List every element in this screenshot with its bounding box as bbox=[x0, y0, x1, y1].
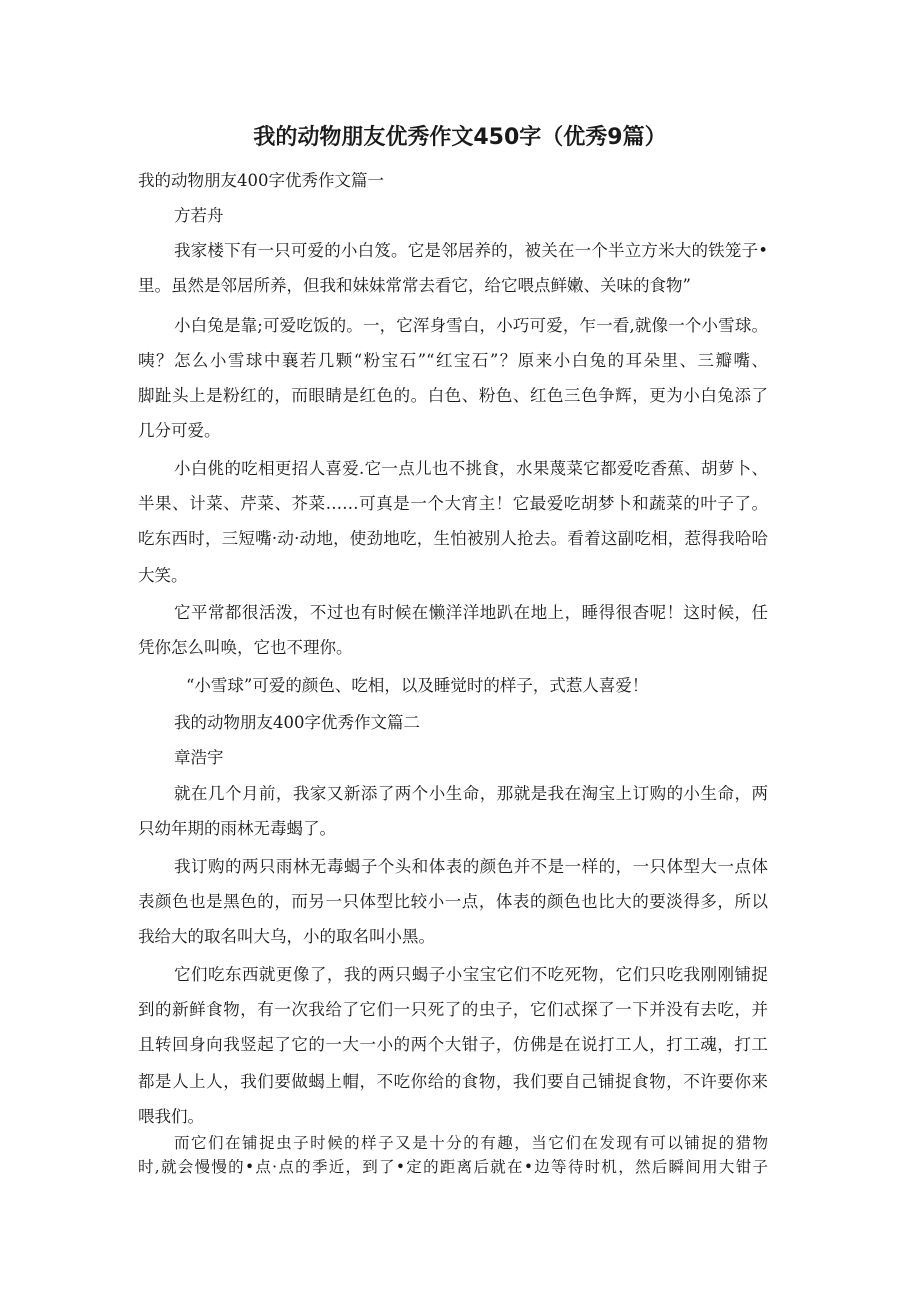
section-heading-1: 我的动物朋友400字优秀作文篇一 bbox=[138, 171, 384, 190]
paragraph-line: 时,就会慢慢的•点·点的季近，到了•定的距离后就在•边等待时机，然后瞬间用大钳子 bbox=[138, 1158, 768, 1176]
section-heading-2: 我的动物朋友400字优秀作文篇二 bbox=[174, 713, 420, 732]
paragraph-line: 大笑。 bbox=[138, 566, 188, 585]
paragraph-line: 里。虽然是邻居所养，但我和妹妹常常去看它，给它喂点鲜嫩、关味的食物” bbox=[138, 276, 691, 295]
paragraph-line: 它平常都很活泼，不过也有时候在懒洋洋地趴在地上，睡得很杳呢！这时候，任 bbox=[174, 603, 768, 622]
author-name-1: 方若舟 bbox=[174, 206, 224, 225]
author-name-2: 章浩宇 bbox=[174, 748, 224, 767]
paragraph-line: 只幼年期的雨林无毒蝎了。 bbox=[138, 819, 336, 838]
paragraph-line: 半果、计菜、芹菜、芥菜……可真是一个大宵主！它最爱吃胡梦卜和蔬菜的叶子了。 bbox=[138, 494, 768, 513]
paragraph-line: 表颜色也是黑色的，而另一只体型比较小一点，体表的颜色也比大的要淡得多，所以 bbox=[138, 892, 768, 911]
paragraph-line: 脚趾头上是粉红的，而眼睛是红色的。白色、粉色、红色三色争辉，更为小白兔添了 bbox=[138, 386, 768, 405]
paragraph-line: 且转回身向我竖起了它的一大一小的两个大钳子，仿佛是在说打工人，打工魂，打工 bbox=[138, 1035, 768, 1054]
paragraph-line: 几分可爱。 bbox=[138, 421, 221, 440]
paragraph-line: 我家楼下有一只可爱的小白笈。它是邻居养的，被关在一个半立方米大的铁笼子• bbox=[174, 241, 768, 260]
paragraph-line: 小白兔是靠;可爱吃饭的。一，它浑身雪白，小巧可爱，乍一看,就像一个小雪球。 bbox=[174, 316, 768, 335]
paragraph-line: 我订购的两只雨林无毒蝎子个头和体表的颜色并不是一样的，一只体型大一点体 bbox=[174, 857, 768, 876]
paragraph-line: 我给大的取名叫大乌，小的取名叫小黑。 bbox=[138, 927, 435, 946]
paragraph-line: “小雪球”可爱的颜色、吃相，以及睡觉时的样子，式惹人喜爱！ bbox=[186, 676, 649, 695]
paragraph-line: 到的新鲜食物，有一次我给了它们一只死了的虫子，它们忒探了一下并没有去吃，并 bbox=[138, 1000, 768, 1019]
paragraph-line: 咦？怎么小雪球中襄若几颗“粉宝石”“红宝石”？原来小白兔的耳朵里、三瓣嘴、 bbox=[138, 351, 768, 370]
document-title: 我的动物朋友优秀作文450字（优秀9篇） bbox=[253, 125, 667, 150]
paragraph-line: 它们吃东西就更像了，我的两只蝎子小宝宝它们不吃死物，它们只吃我刚刚铺捉 bbox=[174, 965, 768, 984]
paragraph-line: 而它们在铺捉虫子时候的样子又是十分的有趣，当它们在发现有可以铺捉的猎物 bbox=[174, 1134, 768, 1152]
paragraph-line: 都是人上人，我们要做蝎上帽，不吃你给的食物，我们要自己铺捉食物，不许要你来 bbox=[138, 1072, 768, 1091]
paragraph-line: 就在几个月前，我家又新添了两个小生命，那就是我在淘宝上订购的小生命，两 bbox=[174, 784, 768, 803]
paragraph-line: 小白佻的吃相更招人喜爱.它一点儿也不挑食，水果蔑菜它都爱吃香蕉、胡萝卜、 bbox=[174, 459, 768, 478]
paragraph-line: 喂我们。 bbox=[138, 1107, 204, 1126]
paragraph-line: 吃东西时，三短嘴·动·动地，使劲地吃，生怕被别人抢去。看着这副吃相，惹得我哈哈 bbox=[138, 529, 768, 548]
paragraph-line: 凭你怎么叫唤，它也不理你。 bbox=[138, 638, 353, 657]
